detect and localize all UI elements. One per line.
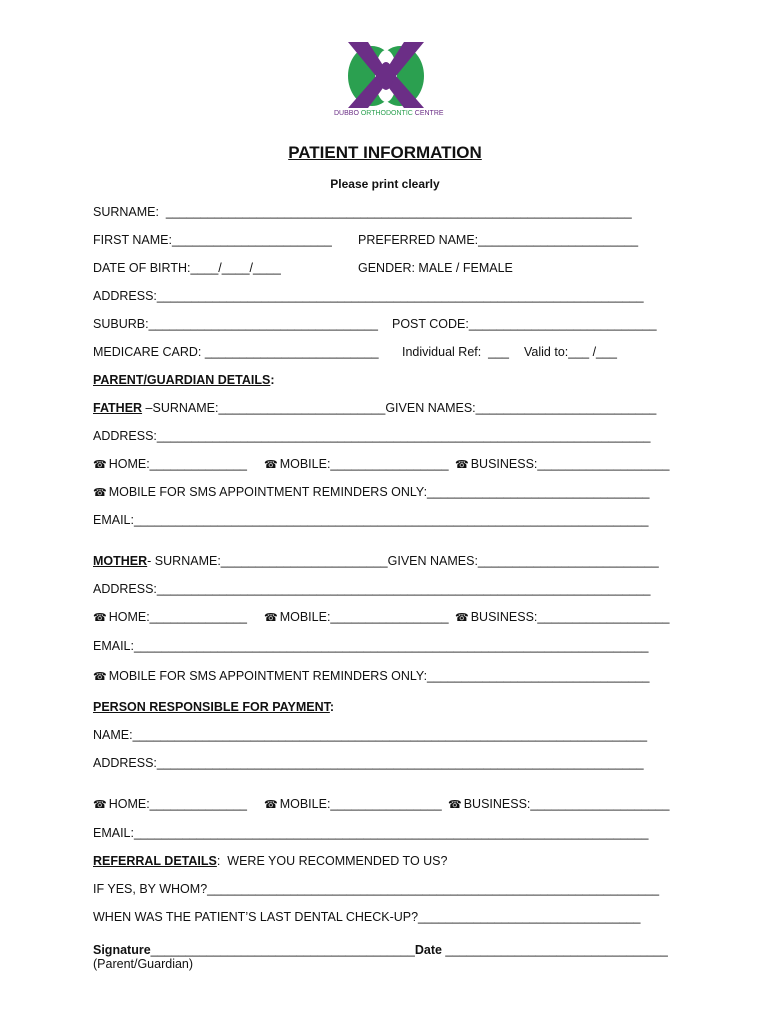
surname-field[interactable]: SURNAME: ___________________________________________________________________ [93, 205, 632, 219]
address-field[interactable]: ADDRESS:______________________________________________________________________ [93, 289, 644, 303]
payer-address-field[interactable]: ADDRESS:______________________________________________________________________ [93, 756, 644, 770]
mother-email-field[interactable]: EMAIL:__________________________________________________________________________ [93, 639, 649, 653]
suburb-field[interactable]: SUBURB:_________________________________ [93, 317, 378, 331]
signature-row [93, 943, 668, 957]
father-surname-field[interactable]: –SURNAME:________________________GIVEN NAMES:__________________________ [142, 401, 657, 415]
referral-row [93, 854, 447, 868]
payer-home-phone-field[interactable]: ☎ HOME:______________ [93, 797, 248, 811]
payer-email-field[interactable]: EMAIL:__________________________________________________________________________ [93, 826, 649, 840]
mother-label: MOTHER [93, 554, 148, 568]
date-field[interactable]: ________________________________ [441, 943, 668, 957]
phone-icon: ☎ [93, 799, 107, 811]
mother-business-phone-field[interactable]: ☎ BUSINESS:___________________ [455, 610, 670, 624]
phone-icon: ☎ [264, 459, 278, 471]
phone-icon: ☎ [455, 612, 469, 624]
individual-ref-field[interactable]: Individual Ref: ___ [402, 345, 510, 359]
phone-icon: ☎ [93, 671, 107, 683]
phone-icon: ☎ [264, 799, 278, 811]
phone-icon: ☎ [448, 799, 462, 811]
mother-surname-field[interactable]: - SURNAME:________________________GIVEN NAMES:__________________________ [147, 554, 659, 568]
father-sms-mobile-field[interactable]: ☎ MOBILE FOR SMS APPOINTMENT REMINDERS ONLY:________________________________ [93, 485, 650, 499]
mother-sms-mobile-field[interactable]: ☎ MOBILE FOR SMS APPOINTMENT REMINDERS ONLY:________________________________ [93, 669, 650, 683]
gender-field[interactable]: GENDER: MALE / FEMALE [358, 261, 513, 275]
logo-wordmark: DUBBO ORTHODONTIC CENTRE [334, 110, 444, 117]
father-home-phone-field[interactable]: ☎ HOME:______________ [93, 457, 248, 471]
father-label: FATHER [93, 401, 143, 415]
referral-question: : WERE YOU RECOMMENDED TO US? [216, 854, 448, 868]
preferred-name-field[interactable]: PREFERRED NAME:_______________________ [358, 233, 639, 247]
payer-mobile-field[interactable]: ☎ MOBILE:________________ [264, 797, 442, 811]
valid-to-field[interactable]: Valid to:___ /___ [524, 345, 617, 359]
phone-icon: ☎ [93, 487, 107, 499]
form-subtitle: Please print clearly [330, 177, 440, 191]
dubbo-orthodontic-logo [340, 40, 432, 110]
referred-by-field[interactable]: IF YES, BY WHOM?_________________________________________________________________ [93, 882, 660, 896]
medicare-card-field[interactable]: MEDICARE CARD: _________________________ [93, 345, 379, 359]
referral-heading: REFERRAL DETAILS [93, 854, 217, 868]
father-business-phone-field[interactable]: ☎ BUSINESS:___________________ [455, 457, 670, 471]
mother-address-field[interactable]: ADDRESS:_______________________________________________________________________ [93, 582, 651, 596]
signature-field[interactable]: ______________________________________ [150, 943, 415, 957]
last-dental-checkup-field[interactable]: WHEN WAS THE PATIENT’S LAST DENTAL CHECK-UP?________________________________ [93, 910, 641, 924]
payer-business-phone-field[interactable]: ☎ BUSINESS:____________________ [448, 797, 670, 811]
father-surname-row [93, 401, 656, 415]
mother-mobile-field[interactable]: ☎ MOBILE:_________________ [264, 610, 449, 624]
parent-guardian-heading: PARENT/GUARDIAN DETAILS: [93, 373, 275, 387]
phone-icon: ☎ [264, 612, 278, 624]
phone-icon: ☎ [455, 459, 469, 471]
mother-surname-row [93, 554, 659, 568]
father-address-field[interactable]: ADDRESS:_______________________________________________________________________ [93, 429, 651, 443]
post-code-field[interactable]: POST CODE:___________________________ [392, 317, 657, 331]
father-mobile-field[interactable]: ☎ MOBILE:_________________ [264, 457, 449, 471]
signature-note: (Parent/Guardian) [93, 957, 194, 971]
date-of-birth-field[interactable]: DATE OF BIRTH:____/____/____ [93, 261, 281, 275]
first-name-field[interactable]: FIRST NAME:_______________________ [93, 233, 332, 247]
mother-home-phone-field[interactable]: ☎ HOME:______________ [93, 610, 248, 624]
phone-icon: ☎ [93, 459, 107, 471]
father-email-field[interactable]: EMAIL:__________________________________________________________________________ [93, 513, 649, 527]
phone-icon: ☎ [93, 612, 107, 624]
payer-name-field[interactable]: NAME:__________________________________________________________________________ [93, 728, 648, 742]
payment-heading: PERSON RESPONSIBLE FOR PAYMENT: [93, 700, 335, 714]
date-label: Date [414, 943, 442, 957]
form-title: PATIENT INFORMATION [288, 143, 482, 162]
signature-label: Signature [93, 943, 151, 957]
